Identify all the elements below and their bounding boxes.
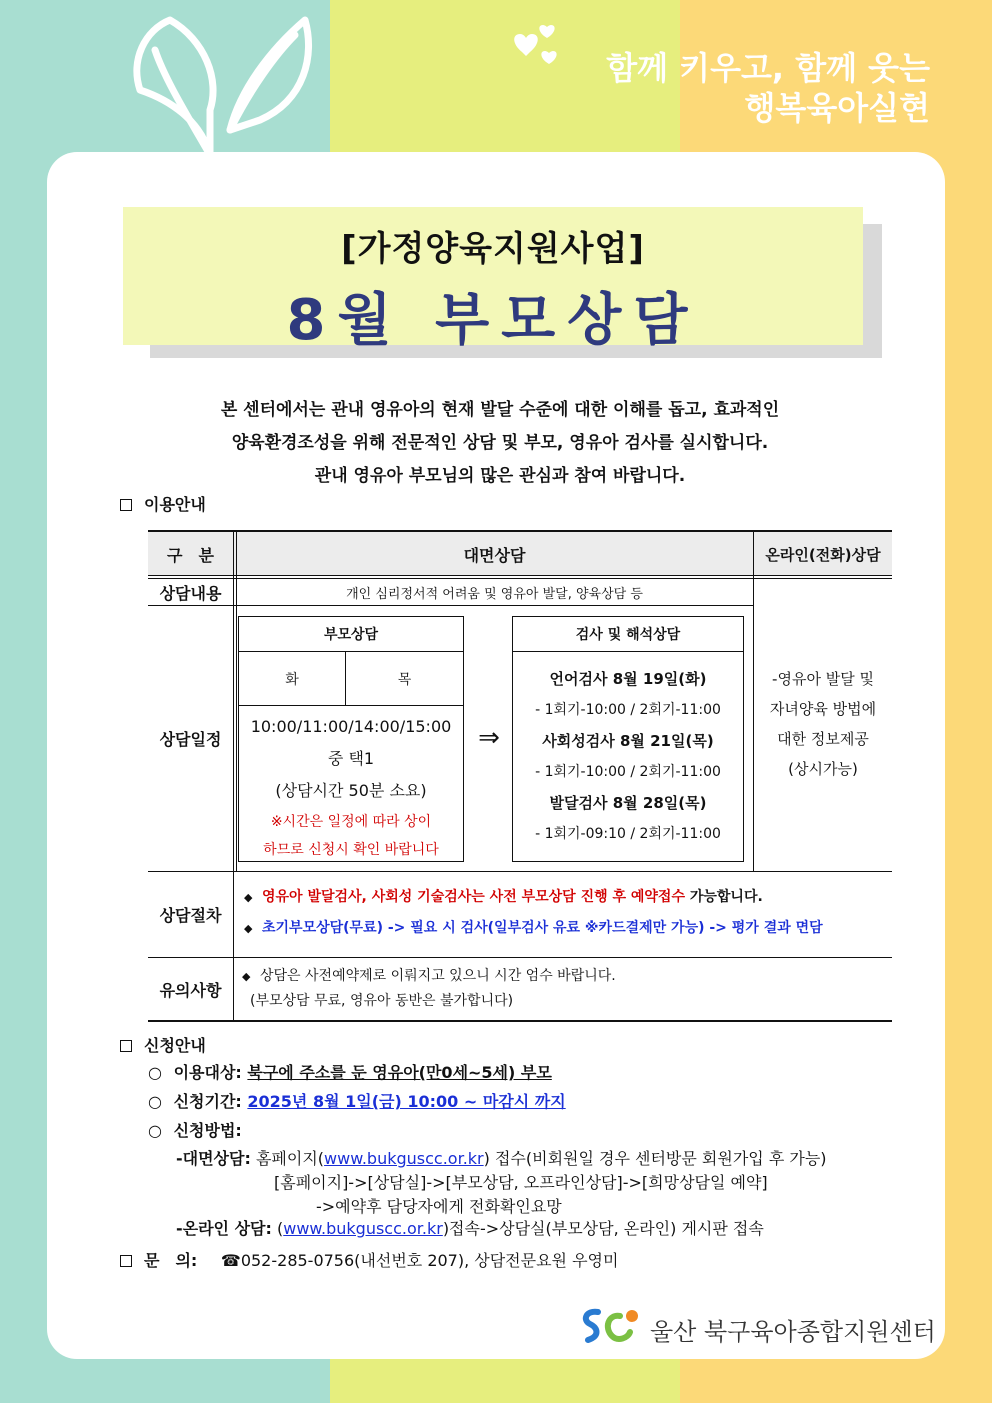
title-subtitle: [가정양육지원사업] (341, 229, 645, 269)
procedure-requirement: 영유아 발달검사, 사회성 기술검사는 사전 부모상담 진행 후 예약접수 (262, 889, 685, 905)
checkbox-square-icon (120, 499, 132, 511)
row-label-schedule: 상담일정 (159, 730, 222, 749)
face-consult-method (176, 1146, 827, 1169)
social-test-date: 사회성검사 8월 21일(목) (542, 732, 714, 750)
social-test-times: - 1회기-10:00 / 2회기-11:00 (535, 764, 721, 780)
apply-heading-label: 신청안내 (144, 1036, 206, 1055)
checkbox-square-icon (120, 1040, 132, 1052)
diamond-bullet-icon: ◆ (242, 970, 251, 983)
arrow-icon: ⇒ (478, 723, 500, 753)
table-line (233, 530, 234, 871)
development-test-times: - 1회기-09:10 / 2회기-11:00 (535, 826, 721, 842)
day-tuesday: 화 (285, 671, 299, 688)
apply-method (148, 1118, 242, 1141)
title-box (123, 207, 863, 353)
apply-method-label: 신청방법: (173, 1121, 242, 1140)
row-label-procedure: 상담절차 (159, 906, 222, 925)
inquiry-label: 문 의: (144, 1251, 198, 1270)
procedure-line (244, 882, 890, 913)
apply-period (148, 1089, 566, 1112)
homepage-link[interactable]: www.bukguscc.or.kr (324, 1149, 484, 1168)
test-consult-title: 검사 및 해석상담 (575, 627, 681, 643)
online-info-line: 대한 정보제공 (777, 730, 869, 748)
table-line (148, 605, 754, 606)
header-category: 구 분 (167, 545, 214, 565)
online-consult-method (176, 1216, 764, 1239)
face-consult-text: ) 접수(비회원일 경우 센터방문 회원가입 후 가능) (483, 1149, 827, 1168)
box-line (239, 705, 463, 706)
language-test-date: 언어검사 8월 19일(화) (549, 670, 707, 688)
choose-one: 중 택1 (327, 749, 375, 768)
apply-period-label: 신청기간: (173, 1092, 242, 1111)
parent-consult-box (238, 616, 464, 862)
center-name: 울산 북구육아종합지원센터 (650, 1318, 936, 1346)
center-logo-icon (580, 1306, 642, 1346)
apply-target-value: 북구에 주소를 둔 영유아(만0세~5세) 부모 (247, 1063, 552, 1082)
circle-bullet-icon: ○ (148, 1121, 162, 1140)
intro-line: 본 센터에서는 관내 영유아의 현재 발달 수준에 대한 이해를 돕고, 효과적인 (220, 400, 780, 420)
times: 10:00/11:00/14:00/15:00 (250, 717, 452, 736)
online-info (754, 664, 892, 784)
time-note: 하므로 신청시 확인 바랍니다 (263, 842, 439, 858)
table-line (233, 871, 234, 1021)
diamond-bullet-icon: ◆ (244, 891, 253, 904)
face-consult-text: 홈페이지( (255, 1149, 325, 1168)
leaves-icon (110, 10, 320, 160)
face-consult-path: [홈페이지]->[상담실]->[부모상담, 오프라인상담]->[희망상담일 예약] (274, 1173, 768, 1192)
intro-line: 관내 영유아 부모님의 많은 관심과 참여 바랍니다. (314, 466, 686, 486)
circle-bullet-icon: ○ (148, 1092, 162, 1111)
online-consult-text: )접속->상담실(부모상담, 온라인) 게시판 접속 (442, 1219, 764, 1238)
table-border-bottom (148, 1020, 892, 1022)
online-info-line: -영유아 발달 및 (772, 670, 874, 688)
time-note: ※시간은 일정에 따라 상이 (270, 814, 432, 830)
procedure-flow: 초기부모상담(무료) -> 필요 시 검사(일부검사 유료 ※카드결제만 가능) -> 평가 결과 면담 (262, 920, 823, 936)
page-title: 8월 부모상담 (286, 288, 700, 353)
procedure-requirement-rest: 가능합니다. (684, 889, 763, 905)
duration: (상담시간 50분 소요) (275, 781, 427, 800)
homepage-link[interactable]: www.bukguscc.or.kr (283, 1219, 443, 1238)
slogan (606, 48, 930, 128)
online-info-line: (상시가능) (788, 760, 858, 778)
apply-target-label: 이용대상: (173, 1063, 242, 1082)
usage-heading-label: 이용안내 (144, 495, 206, 514)
table-line (148, 871, 892, 872)
row-label-content: 상담내용 (159, 583, 222, 603)
intro-line: 양육환경조성을 위해 전문적인 상담 및 부모, 영유아 검사를 실시합니다. (231, 433, 769, 453)
test-consult-box (512, 616, 744, 862)
parent-consult-details (239, 711, 463, 863)
note-text: 상담은 사전예약제로 이뤄지고 있으니 시간 엄수 바랍니다. (260, 968, 616, 984)
hearts-icon (510, 22, 570, 72)
online-info-line: 자녀양육 방법에 (769, 700, 877, 718)
face-consult-label: -대면상담: (176, 1149, 251, 1168)
table-line (148, 957, 892, 958)
checkbox-square-icon (120, 1255, 132, 1267)
test-schedule (513, 663, 743, 849)
content-value: 개인 심리정서적 어려움 및 영유아 발달, 양육상담 등 (346, 586, 643, 602)
notes-content (242, 964, 888, 1013)
online-consult-label: -온라인 상담: (176, 1219, 272, 1238)
inquiry (120, 1248, 618, 1271)
circle-bullet-icon: ○ (148, 1063, 162, 1082)
usage-table (148, 530, 892, 1022)
row-label-notes: 유의사항 (159, 980, 222, 1000)
header-face-to-face: 대면상담 (463, 545, 526, 565)
note-line (242, 964, 888, 989)
apply-period-value: 2025년 8월 1일(금) 10:00 ~ 마감시 까지 (247, 1092, 566, 1111)
box-line (513, 651, 743, 652)
procedure-line (244, 913, 890, 944)
procedure-content (244, 882, 890, 944)
apply-target (148, 1060, 552, 1083)
parent-consult-title: 부모상담 (323, 627, 379, 643)
slogan-line-2: 행복육아실현 (744, 89, 930, 127)
apply-heading (120, 1033, 206, 1056)
diamond-bullet-icon: ◆ (244, 922, 253, 935)
note-line: (부모상담 무료, 영유아 동반은 불가합니다) (250, 993, 514, 1009)
face-consult-after: ->예약후 담당자에게 전화확인요망 (316, 1197, 562, 1216)
online-consult-text: ( (276, 1219, 284, 1238)
inquiry-value: ☎052-285-0756(내선번호 207), 상담전문요원 우영미 (220, 1251, 619, 1270)
day-thursday: 목 (397, 671, 412, 688)
intro-paragraph (120, 394, 880, 493)
development-test-date: 발달검사 8월 28일(목) (549, 794, 707, 812)
language-test-times: - 1회기-10:00 / 2회기-11:00 (535, 702, 721, 718)
header-online: 온라인(전화)상담 (765, 545, 881, 564)
slogan-line-1: 함께 키우고, 함께 웃는 (606, 49, 930, 87)
usage-heading (120, 492, 206, 515)
